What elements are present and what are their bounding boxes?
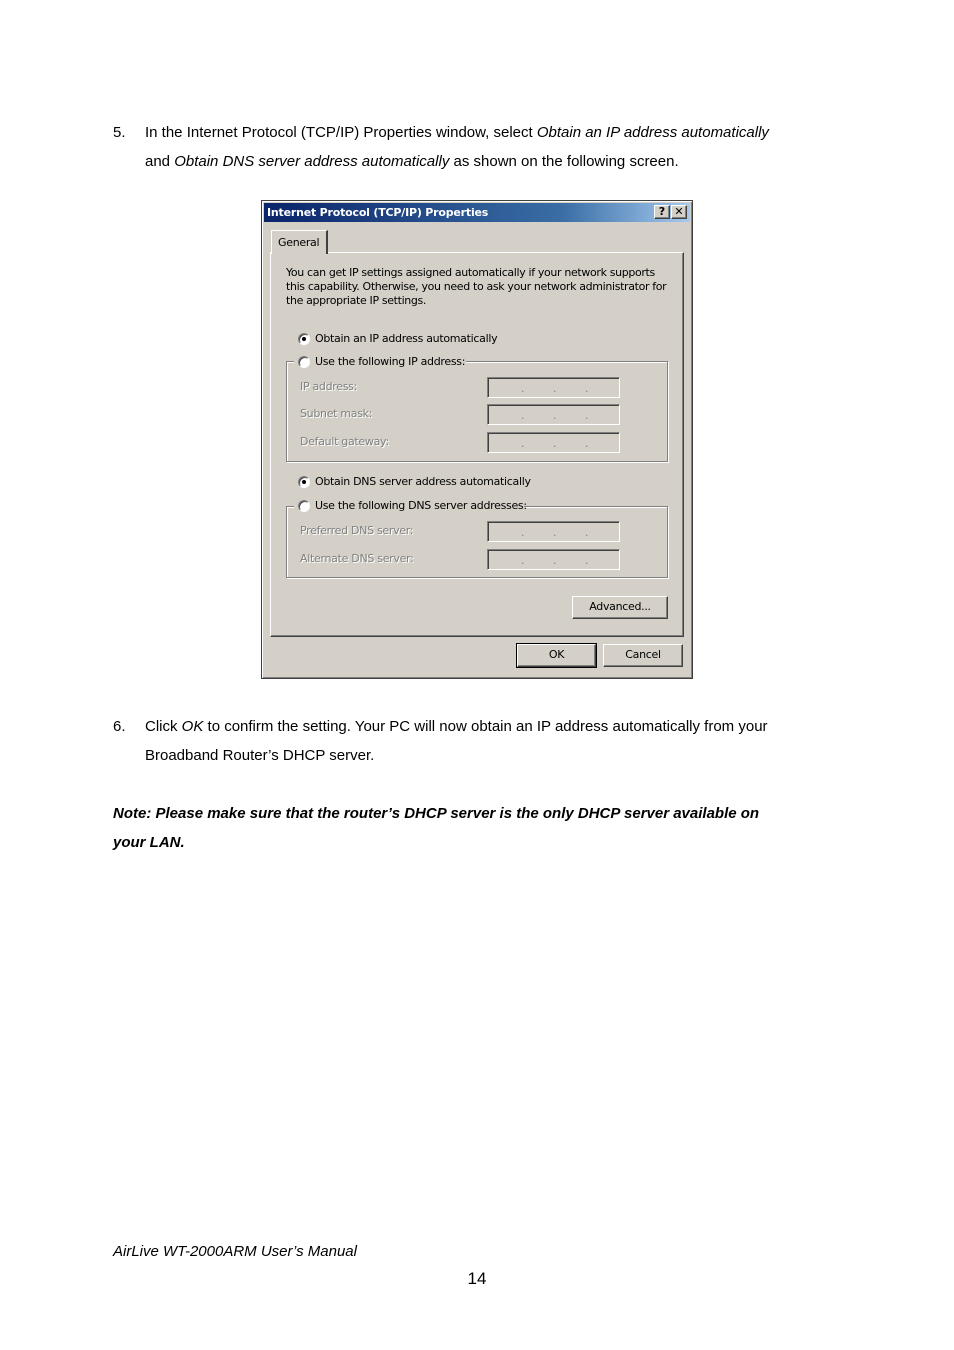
ip-dot: . xyxy=(553,526,557,539)
ip-dot: . xyxy=(553,437,557,450)
intro-text xyxy=(286,266,666,308)
note-line: your LAN. xyxy=(113,834,185,851)
text-run: and xyxy=(145,153,175,170)
help-button[interactable]: ? xyxy=(654,205,670,219)
subnet-mask-field[interactable] xyxy=(487,404,620,425)
ip-dot: . xyxy=(521,382,525,395)
ip-dot: . xyxy=(585,409,589,422)
step-line xyxy=(145,147,845,176)
ip-address-field[interactable] xyxy=(487,377,620,398)
manual-title-footer: AirLive WT-2000ARM User’s Manual xyxy=(113,1243,357,1260)
ip-dot: . xyxy=(585,526,589,539)
emphasis-text: Obtain an IP address automatically xyxy=(536,124,769,141)
intro-line: You can get IP settings assigned automatically if your network supports xyxy=(286,266,655,279)
radio-manual-dns-label[interactable]: Use the following DNS server addresses: xyxy=(315,499,527,512)
note xyxy=(113,799,833,857)
ip-dot: . xyxy=(521,554,525,567)
note-line: Note: Please make sure that the router’s DHCP server is the only DHCP server available on xyxy=(113,805,760,822)
ip-dot: . xyxy=(585,554,589,567)
step-line xyxy=(145,712,845,741)
radio-auto-ip[interactable] xyxy=(298,333,310,345)
step-text xyxy=(145,712,845,770)
preferred-dns-field[interactable] xyxy=(487,521,620,542)
default-gateway-field[interactable] xyxy=(487,432,620,453)
radio-auto-ip-label[interactable]: Obtain an IP address automatically xyxy=(315,332,498,345)
ip-dot: . xyxy=(553,382,557,395)
step-text xyxy=(145,118,845,176)
intro-line: the appropriate IP settings. xyxy=(286,294,427,307)
text-run: as shown on the following screen. xyxy=(449,153,679,170)
ip-dot: . xyxy=(521,437,525,450)
intro-line: this capability. Otherwise, you need to ask your network administrator for xyxy=(286,280,667,293)
radio-manual-ip-label[interactable]: Use the following IP address: xyxy=(315,355,466,368)
tab-general[interactable]: General xyxy=(271,230,328,254)
dialog-title: Internet Protocol (TCP/IP) Properties xyxy=(267,206,489,219)
alternate-dns-label: Alternate DNS server: xyxy=(300,552,414,565)
default-gateway-label: Default gateway: xyxy=(300,435,389,448)
preferred-dns-label: Preferred DNS server: xyxy=(300,524,414,537)
emphasis-text: OK xyxy=(181,718,204,735)
radio-manual-ip[interactable] xyxy=(298,356,310,368)
text-run: In the Internet Protocol (TCP/IP) Properties window, select xyxy=(145,124,537,141)
subnet-mask-label: Subnet mask: xyxy=(300,407,373,420)
ip-address-label: IP address: xyxy=(300,380,357,393)
cancel-button[interactable]: Cancel xyxy=(603,644,683,667)
ip-dot: . xyxy=(521,526,525,539)
ip-dot: . xyxy=(521,409,525,422)
ok-button[interactable]: OK xyxy=(517,644,596,667)
close-button[interactable]: ✕ xyxy=(671,205,687,219)
step-number: 6. xyxy=(113,718,126,735)
radio-auto-dns[interactable] xyxy=(298,476,310,488)
text-run: to confirm the setting. Your PC will now obtain an IP address automatically from your xyxy=(203,718,768,735)
radio-auto-dns-label[interactable]: Obtain DNS server address automatically xyxy=(315,475,531,488)
step-line: Broadband Router’s DHCP server. xyxy=(145,747,375,764)
step-line xyxy=(145,118,845,147)
ip-dot: . xyxy=(585,382,589,395)
alternate-dns-field[interactable] xyxy=(487,549,620,570)
emphasis-text: Obtain DNS server address automatically xyxy=(174,153,450,170)
page-number: 14 xyxy=(467,1269,487,1288)
title-bar[interactable] xyxy=(264,203,690,222)
radio-manual-dns[interactable] xyxy=(298,500,310,512)
step-number: 5. xyxy=(113,124,126,141)
ip-dot: . xyxy=(553,409,557,422)
ip-dot: . xyxy=(585,437,589,450)
text-run: Click xyxy=(145,718,182,735)
advanced-button[interactable]: Advanced... xyxy=(572,596,668,619)
ip-dot: . xyxy=(553,554,557,567)
